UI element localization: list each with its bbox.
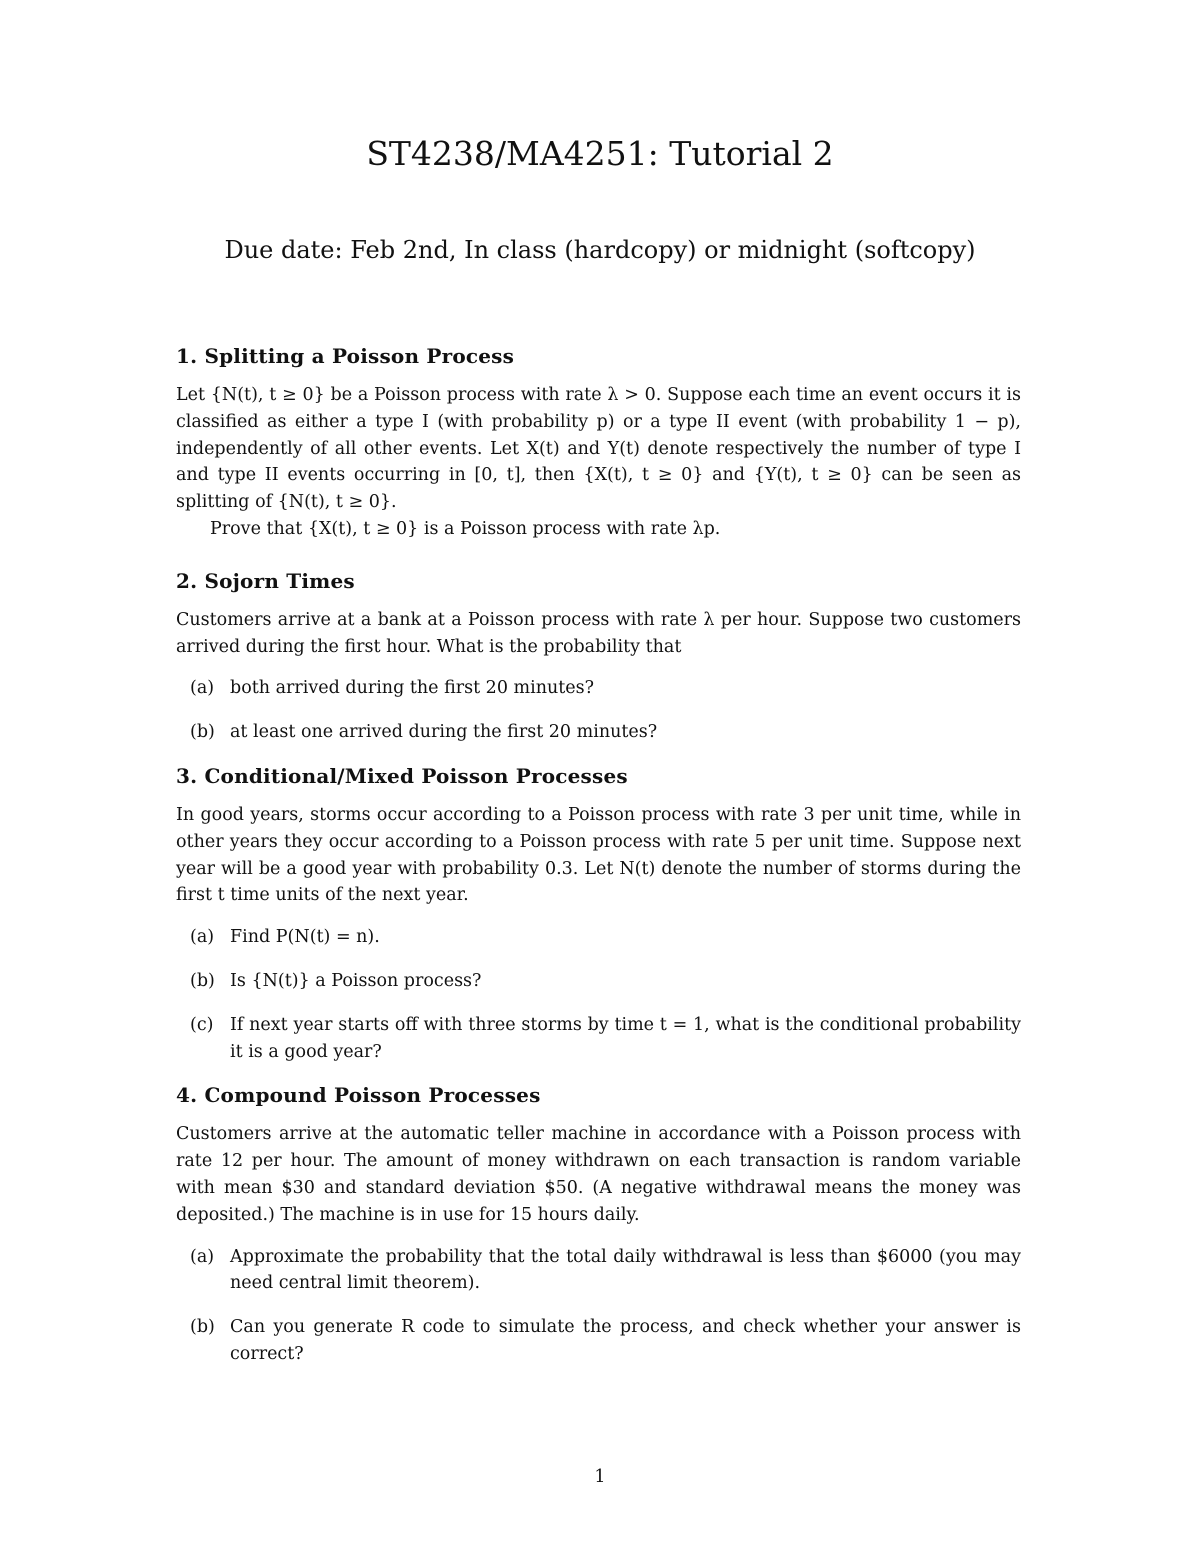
list-item — [176, 1244, 1021, 1298]
section-heading: 3. Conditional/Mixed Poisson Processes — [176, 763, 628, 788]
section-paragraph: Prove that {X(t), t ≥ 0} is a Poisson process with rate λp. — [210, 518, 721, 539]
question-list — [176, 924, 1021, 1065]
item-text: Approximate the probability that the total daily withdrawal is less than $6000 (you may need central limit theorem). — [230, 1246, 1021, 1294]
item-marker: (a) — [190, 1246, 215, 1267]
item-text: If next year starts off with three storms by time t = 1, what is the conditional probability it is a good year? — [230, 1014, 1021, 1062]
item-marker: (b) — [190, 970, 215, 991]
list-item — [176, 924, 1021, 951]
item-marker: (a) — [190, 678, 215, 699]
section-compound-poisson — [176, 1083, 1021, 1367]
question-list — [176, 1244, 1021, 1368]
document-title: ST4238/MA4251: Tutorial 2 — [366, 134, 834, 173]
section-heading: 2. Sojorn Times — [176, 568, 355, 593]
list-item — [176, 675, 1021, 702]
tutorial-content — [176, 344, 1021, 1386]
section-conditional-mixed — [176, 764, 1021, 1065]
section-heading: 4. Compound Poisson Processes — [176, 1083, 541, 1108]
section-paragraph: Let {N(t), t ≥ 0} be a Poisson process with rate λ > 0. Suppose each time an event occurs it is classified as either a type I (with probability p) or a type II event (with probability 1 − p), independently of all other events. Let X(t) and Y(t) denote respectively the number of type I and type II events occurring in [0, t], then {X(t), t ≥ 0} and {Y(t), t ≥ 0} can be seen as splitting of {N(t), t ≥ 0}. — [176, 385, 1021, 513]
due-date: Due date: Feb 2nd, In class (hardcopy) or midnight (softcopy) — [224, 236, 976, 264]
item-text: Is {N(t)} a Poisson process? — [230, 970, 482, 991]
item-text: Find P(N(t) = n). — [230, 927, 380, 948]
list-item — [176, 1012, 1021, 1066]
item-text: Can you generate R code to simulate the process, and check whether your answer is correct? — [230, 1317, 1021, 1364]
item-marker: (c) — [190, 1014, 214, 1035]
section-splitting-poisson — [176, 344, 1021, 543]
section-paragraph: Customers arrive at a bank at a Poisson process with rate λ per hour. Suppose two customers arrived during the first hour. What is the probability that — [176, 609, 1021, 657]
list-item — [176, 1314, 1021, 1368]
item-marker: (b) — [190, 722, 215, 743]
section-paragraph: Customers arrive at the automatic teller machine in accordance with a Poisson process with rate 12 per hour. The amount of money withdrawn on each transaction is random variable with mean $30 and standard deviation $50. (A negative withdrawal means the money was deposited.) The machine is in use for 15 hours daily. — [176, 1124, 1021, 1225]
section-paragraph: In good years, storms occur according to a Poisson process with rate 3 per unit time, while in other years they occur according to a Poisson process with rate 5 per unit time. Suppose next year will be a good year with probability 0.3. Let N(t) denote the number of storms during the first t time units of the next year. — [176, 804, 1021, 906]
section-heading: 1. Splitting a Poisson Process — [176, 344, 515, 368]
item-text: at least one arrived during the first 20 minutes? — [230, 722, 658, 743]
item-marker: (b) — [190, 1317, 215, 1338]
item-text: both arrived during the first 20 minutes? — [230, 678, 594, 699]
question-list — [176, 675, 1021, 746]
item-marker: (a) — [190, 927, 215, 948]
list-item — [176, 719, 1021, 746]
list-item — [176, 968, 1021, 995]
page-number: 1 — [594, 1467, 606, 1487]
section-sojorn-times — [176, 569, 1021, 746]
